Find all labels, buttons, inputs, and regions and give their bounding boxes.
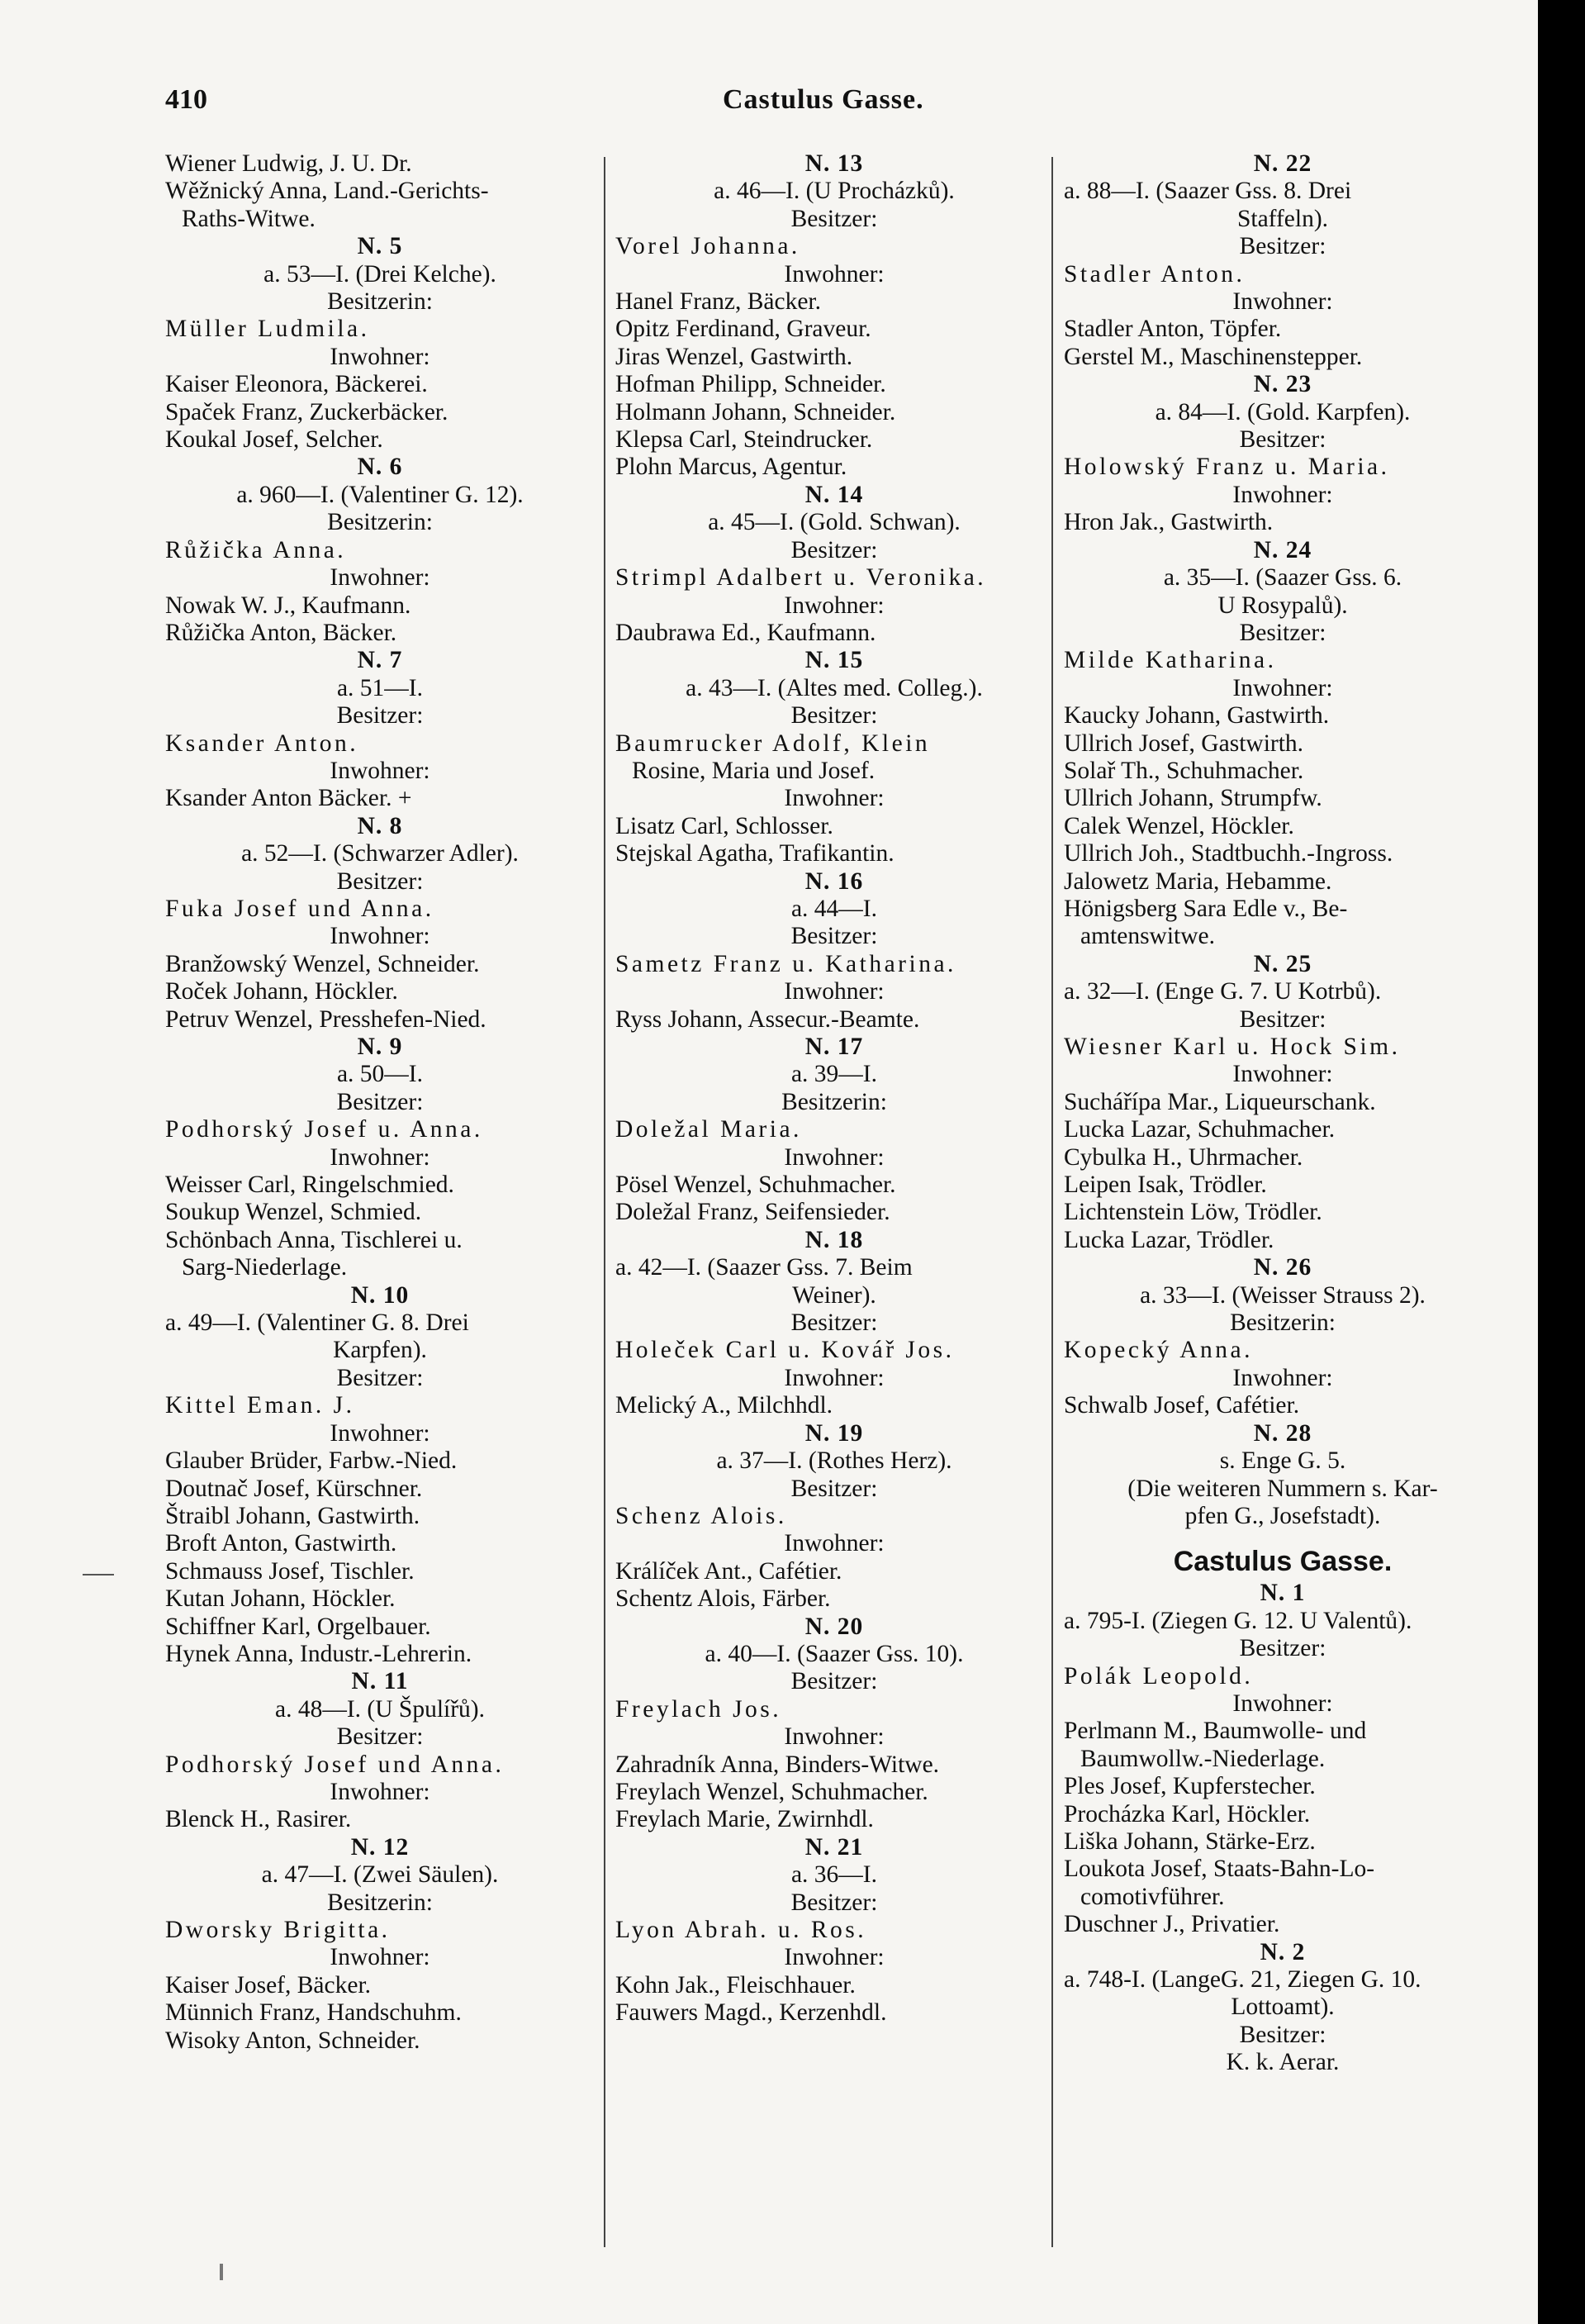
entry-line: Besitzer: xyxy=(790,923,878,950)
entry-line: a. 47—I. (Zwei Säulen). xyxy=(261,1861,499,1889)
entry-line: Besitzer: xyxy=(1239,233,1326,260)
entry-line: Cybulka H., Uhrmacher. xyxy=(1064,1143,1303,1171)
entry-line: a. 49—I. (Valentiner G. 8. Drei xyxy=(165,1309,469,1337)
entry-line: a. 35—I. (Saazer Gss. 6. xyxy=(1163,564,1402,592)
owner-name: Podhorský Josef und Anna. xyxy=(165,1751,505,1778)
owner-name: Kittel Eman. J. xyxy=(165,1392,355,1419)
entry-line: Ryss Johann, Assecur.-Beamte. xyxy=(615,1005,920,1033)
owner-name: Lyon Abrah. u. Ros. xyxy=(615,1917,867,1943)
entry-line: Daubrawa Ed., Kaufmann. xyxy=(615,619,876,646)
entry-line: Inwohner: xyxy=(330,1143,430,1171)
entry-line: a. 52—I. (Schwarzer Adler). xyxy=(241,840,519,867)
house-number-heading: N. 23 xyxy=(1253,371,1312,398)
house-number-heading: N. 18 xyxy=(804,1226,864,1253)
entry-line: Lucka Lazar, Schuhmacher. xyxy=(1064,1116,1336,1143)
entry-line: Solař Th., Schuhmacher. xyxy=(1064,757,1304,784)
entry-line: Inwohner: xyxy=(1232,481,1333,508)
entry-line: a. 53—I. (Drei Kelche). xyxy=(263,260,496,288)
owner-name: Doležal Maria. xyxy=(615,1116,802,1143)
entry-line: Schentz Alois, Färber. xyxy=(615,1585,831,1613)
entry-line: a. 50—I. xyxy=(336,1061,424,1088)
entry-line: Inwohner: xyxy=(784,1944,885,1971)
owner-name: Holeček Carl u. Kovář Jos. xyxy=(615,1337,955,1364)
entry-line: Besitzer: xyxy=(790,205,878,232)
owner-name: Holowský Franz u. Maria. xyxy=(1064,454,1390,481)
entry-line: Inwohner: xyxy=(784,785,885,812)
owner-name: Vorel Johanna. xyxy=(615,233,800,260)
entry-line: Lottoamt). xyxy=(1231,1994,1335,2021)
column-2 xyxy=(615,150,1053,2027)
owner-name: Kopecký Anna. xyxy=(1064,1337,1254,1364)
owner-name: Müller Ludmila. xyxy=(165,316,370,343)
entry-line: Soukup Wenzel, Schmied. xyxy=(165,1199,422,1226)
entry-line: Liška Johann, Stärke-Erz. xyxy=(1064,1827,1316,1855)
entry-line: Melický A., Milchhdl. xyxy=(615,1392,833,1419)
entry-line: Doležal Franz, Seifensieder. xyxy=(615,1199,890,1226)
entry-line: Inwohner: xyxy=(1232,288,1333,316)
house-number-heading: N. 8 xyxy=(357,812,403,839)
house-number-heading: N. 9 xyxy=(357,1034,403,1060)
entry-line: Inwohner: xyxy=(784,592,885,619)
entry-line: Inwohner: xyxy=(330,923,430,950)
house-number-heading: N. 24 xyxy=(1253,536,1312,563)
column-3 xyxy=(1064,150,1502,2077)
entry-line: Koukal Josef, Selcher. xyxy=(165,426,383,454)
entry-continuation: Sarg-Niederlage. xyxy=(182,1254,348,1281)
entry-line: Staffeln). xyxy=(1236,205,1329,232)
entry-line: Inwohner: xyxy=(1232,674,1333,701)
entry-line: Besitzerin: xyxy=(1230,1309,1336,1337)
entry-line: Stejskal Agatha, Trafikantin. xyxy=(615,840,895,867)
owner-name: Freylach Jos. xyxy=(615,1695,782,1723)
entry-line: Štraibl Johann, Gastwirth. xyxy=(165,1502,420,1529)
entry-line: Besitzer: xyxy=(1239,1635,1326,1662)
entry-line: Hynek Anna, Industr.-Lehrerin. xyxy=(165,1640,472,1667)
entry-line: Inwohner: xyxy=(330,1419,430,1447)
entry-line: Inwohner: xyxy=(330,564,430,592)
entry-line: Inwohner: xyxy=(784,1143,885,1171)
entry-line: Inwohner: xyxy=(784,1530,885,1557)
entry-line: a. 32—I. (Enge G. 7. U Kotrbů). xyxy=(1064,978,1382,1005)
page-number: 410 xyxy=(165,84,207,115)
entry-line: Ksander Anton Bäcker. + xyxy=(165,785,412,812)
page-title: Castulus Gasse. xyxy=(723,84,924,115)
owner-name: Milde Katharina. xyxy=(1064,647,1277,674)
owner-name: Wiesner Karl u. Hock Sim. xyxy=(1064,1034,1401,1060)
house-number-heading: N. 15 xyxy=(804,647,864,674)
margin-tick xyxy=(220,2264,223,2280)
entry-line: Duschner J., Privatier. xyxy=(1064,1911,1280,1938)
entry-line: Besitzerin: xyxy=(327,1889,433,1916)
entry-line: Jalowetz Maria, Hebamme. xyxy=(1064,867,1332,895)
entry-line: a. 44—I. xyxy=(790,895,878,922)
entry-line: Inwohner: xyxy=(784,978,885,1005)
entry-line: Besitzer: xyxy=(790,1309,878,1337)
entry-line: a. 39—I. xyxy=(790,1061,878,1088)
entry-continuation: Rosine, Maria und Josef. xyxy=(632,757,876,784)
entry-line: a. 960—I. (Valentiner G. 12). xyxy=(236,481,524,508)
entry-line: Gerstel M., Maschinenstepper. xyxy=(1064,343,1363,370)
entry-line: Schmauss Josef, Tischler. xyxy=(165,1557,415,1585)
entry-line: Wisoky Anton, Schneider. xyxy=(165,2027,420,2054)
entry-line: Kutan Johann, Höckler. xyxy=(165,1585,396,1613)
owner-name: Stadler Anton. xyxy=(1064,260,1246,288)
entry-line: Fauwers Magd., Kerzenhdl. xyxy=(615,1999,887,2027)
entry-line: Besitzerin: xyxy=(327,288,433,316)
entry-line: Besitzer: xyxy=(790,1889,878,1916)
owner-name: Strimpl Adalbert u. Veronika. xyxy=(615,564,987,592)
house-number-heading: N. 26 xyxy=(1253,1254,1312,1281)
entry-line: Ullrich Johann, Strumpfw. xyxy=(1064,785,1322,812)
entry-line: Besitzer: xyxy=(790,1668,878,1695)
entry-line: Ples Josef, Kupferstecher. xyxy=(1064,1773,1316,1800)
entry-line: Kaiser Josef, Bäcker. xyxy=(165,1971,372,1998)
entry-line: Králíček Ant., Cafétier. xyxy=(615,1557,842,1585)
entry-line: a. 42—I. (Saazer Gss. 7. Beim xyxy=(615,1254,913,1281)
entry-line: a. 51—I. xyxy=(336,674,424,701)
entry-line: Broft Anton, Gastwirth. xyxy=(165,1530,397,1557)
entry-line: a. 45—I. (Gold. Schwan). xyxy=(708,509,961,536)
entry-line: a. 40—I. (Saazer Gss. 10). xyxy=(705,1640,964,1667)
entry-line: Inwohner: xyxy=(784,260,885,288)
entry-line: Besitzerin: xyxy=(781,1088,887,1115)
entry-line: Besitzer: xyxy=(336,1088,424,1115)
entry-line: Zahradník Anna, Binders-Witwe. xyxy=(615,1751,940,1778)
entry-line: Besitzer: xyxy=(336,1723,424,1751)
entry-line: Besitzer: xyxy=(790,702,878,730)
entry-line: a. 46—I. (U Procházků). xyxy=(714,178,955,205)
street-heading: Castulus Gasse. xyxy=(1173,1546,1393,1578)
entry-line: (Die weiteren Nummern s. Kar- xyxy=(1127,1475,1438,1502)
margin-mark xyxy=(83,1574,114,1575)
entry-line: Procházka Karl, Höckler. xyxy=(1064,1800,1311,1827)
entry-line: Ullrich Josef, Gastwirth. xyxy=(1064,730,1304,757)
house-number-heading: N. 21 xyxy=(804,1833,864,1861)
entry-line: a. 48—I. (U Špulířů). xyxy=(275,1695,485,1723)
entry-line: Freylach Marie, Zwirnhdl. xyxy=(615,1806,874,1833)
house-number-heading: N. 14 xyxy=(804,481,864,508)
house-number-heading: N. 1 xyxy=(1260,1580,1306,1607)
entry-line: Inwohner: xyxy=(330,757,430,784)
column-rule xyxy=(1051,157,1053,2247)
entry-line: Schönbach Anna, Tischlerei u. xyxy=(165,1226,463,1253)
entry-line: Lichtenstein Löw, Trödler. xyxy=(1064,1199,1322,1226)
entry-line: Spaček Franz, Zuckerbäcker. xyxy=(165,398,448,425)
owner-name: Dworsky Brigitta. xyxy=(165,1917,391,1943)
house-number-heading: N. 13 xyxy=(804,150,864,177)
entry-line: Karpfen). xyxy=(333,1337,427,1364)
entry-line: Jiras Wenzel, Gastwirth. xyxy=(615,343,853,370)
entry-continuation: Baumwollw.-Niederlage. xyxy=(1080,1745,1326,1772)
entry-line: a. 795-I. (Ziegen G. 12. U Valentů). xyxy=(1064,1607,1412,1634)
house-number-heading: N. 12 xyxy=(350,1833,410,1861)
entry-line: Besitzer: xyxy=(1239,426,1326,454)
house-number-heading: N. 7 xyxy=(357,647,403,674)
entry-line: a. 36—I. xyxy=(790,1861,878,1889)
entry-line: Münnich Franz, Handschuhm. xyxy=(165,1999,462,2027)
house-number-heading: N. 11 xyxy=(351,1668,409,1695)
house-number-heading: N. 19 xyxy=(804,1419,864,1447)
entry-line: Kaiser Eleonora, Bäckerei. xyxy=(165,371,428,398)
entry-line: K. k. Aerar. xyxy=(1226,2049,1340,2076)
entry-line: Branžowský Wenzel, Schneider. xyxy=(165,950,480,977)
entry-line: Besitzer: xyxy=(336,702,424,730)
entry-line: Hönigsberg Sara Edle v., Be- xyxy=(1064,895,1348,922)
entry-line: Opitz Ferdinand, Graveur. xyxy=(615,316,871,343)
entry-continuation: Raths-Witwe. xyxy=(182,205,316,232)
entry-line: Lucka Lazar, Trödler. xyxy=(1064,1226,1274,1253)
entry-line: Perlmann M., Baumwolle- und xyxy=(1064,1718,1367,1745)
column-rule xyxy=(604,157,605,2247)
entry-line: Hanel Franz, Bäcker. xyxy=(615,288,822,316)
entry-line: a. 43—I. (Altes med. Colleg.). xyxy=(686,674,983,701)
entry-line: Inwohner: xyxy=(330,343,430,370)
house-number-heading: N. 6 xyxy=(357,454,403,481)
house-number-heading: N. 25 xyxy=(1253,950,1312,977)
entry-line: Inwohner: xyxy=(1232,1364,1333,1391)
entry-line: Glauber Brüder, Farbw.-Nied. xyxy=(165,1447,458,1475)
entry-line: Besitzer: xyxy=(336,867,424,895)
owner-name: Ksander Anton. xyxy=(165,730,359,757)
entry-line: U Rosypalů). xyxy=(1217,592,1348,619)
entry-line: a. 33—I. (Weisser Strauss 2). xyxy=(1140,1281,1426,1309)
entry-line: Inwohner: xyxy=(784,1723,885,1751)
entry-line: Růžička Anton, Bäcker. xyxy=(165,619,397,646)
entry-line: Petruv Wenzel, Presshefen-Nied. xyxy=(165,1005,486,1033)
entry-line: Holmann Johann, Schneider. xyxy=(615,398,896,425)
entry-line: Hron Jak., Gastwirth. xyxy=(1064,509,1274,536)
entry-line: Besitzerin: xyxy=(327,509,433,536)
entry-line: a. 88—I. (Saazer Gss. 8. Drei xyxy=(1064,178,1352,205)
entry-line: Klepsa Carl, Steindrucker. xyxy=(615,426,873,454)
entry-line: Besitzer: xyxy=(1239,1005,1326,1033)
entry-line: Lisatz Carl, Schlosser. xyxy=(615,812,833,839)
owner-name: Podhorský Josef u. Anna. xyxy=(165,1116,483,1143)
entry-continuation: comotivführer. xyxy=(1080,1883,1225,1910)
entry-line: Wěžnický Anna, Land.-Gerichts- xyxy=(165,178,489,205)
entry-line: Nowak W. J., Kaufmann. xyxy=(165,592,411,619)
entry-line: Hofman Philipp, Schneider. xyxy=(615,371,886,398)
house-number-heading: N. 5 xyxy=(357,233,403,260)
entry-line: Schiffner Karl, Orgelbauer. xyxy=(165,1613,431,1640)
owner-name: Polák Leopold. xyxy=(1064,1662,1254,1690)
owner-name: Růžička Anna. xyxy=(165,536,347,563)
entry-line: Kohn Jak., Fleischhauer. xyxy=(615,1971,856,1998)
entry-line: Inwohner: xyxy=(330,1778,430,1805)
entry-line: Loukota Josef, Staats-Bahn-Lo- xyxy=(1064,1856,1375,1883)
entry-line: Besitzer: xyxy=(336,1364,424,1391)
entry-line: Besitzer: xyxy=(1239,619,1326,646)
entry-line: Leipen Isak, Trödler. xyxy=(1064,1172,1267,1199)
entry-line: Ullrich Joh., Stadtbuchh.-Ingross. xyxy=(1064,840,1393,867)
running-head xyxy=(165,84,1503,126)
entry-line: Besitzer: xyxy=(790,1475,878,1502)
entry-line: pfen G., Josefstadt). xyxy=(1184,1502,1381,1529)
entry-line: Inwohner: xyxy=(1232,1061,1333,1088)
house-number-heading: N. 2 xyxy=(1260,1938,1306,1965)
entry-line: Roček Johann, Höckler. xyxy=(165,978,398,1005)
house-number-heading: N. 16 xyxy=(804,867,864,895)
entry-line: Freylach Wenzel, Schuhmacher. xyxy=(615,1778,928,1805)
entry-line: Pösel Wenzel, Schuhmacher. xyxy=(615,1172,896,1199)
house-number-heading: N. 28 xyxy=(1253,1419,1312,1447)
entry-continuation: amtenswitwe. xyxy=(1080,923,1216,950)
house-number-heading: N. 22 xyxy=(1253,150,1312,177)
column-1 xyxy=(165,150,595,2055)
entry-line: Wiener Ludwig, J. U. Dr. xyxy=(165,150,412,177)
entry-line: Inwohner: xyxy=(784,1364,885,1391)
house-number-heading: N. 17 xyxy=(804,1034,864,1060)
owner-name: Baumrucker Adolf, Klein xyxy=(615,730,931,757)
owner-name: Schenz Alois. xyxy=(615,1502,787,1529)
entry-line: Calek Wenzel, Höckler. xyxy=(1064,812,1294,839)
owner-name: Sametz Franz u. Katharina. xyxy=(615,950,956,977)
entry-line: Besitzer: xyxy=(790,536,878,563)
entry-line: Weisser Carl, Ringelschmied. xyxy=(165,1172,454,1199)
entry-line: a. 84—I. (Gold. Karpfen). xyxy=(1155,398,1411,425)
entry-line: a. 37—I. (Rothes Herz). xyxy=(716,1447,952,1475)
entry-line: Suchářípa Mar., Liqueurschank. xyxy=(1064,1088,1376,1115)
entry-line: Besitzer: xyxy=(1239,2021,1326,2048)
house-number-heading: N. 20 xyxy=(804,1613,864,1640)
entry-line: Inwohner: xyxy=(1232,1690,1333,1717)
entry-line: Stadler Anton, Töpfer. xyxy=(1064,316,1282,343)
entry-line: Doutnač Josef, Kürschner. xyxy=(165,1475,423,1502)
house-number-heading: N. 10 xyxy=(350,1281,410,1309)
entry-line: Kaucky Johann, Gastwirth. xyxy=(1064,702,1330,730)
entry-line: Plohn Marcus, Agentur. xyxy=(615,454,847,481)
entry-line: s. Enge G. 5. xyxy=(1219,1447,1346,1475)
entry-line: Weiner). xyxy=(792,1281,876,1309)
entry-line: Inwohner: xyxy=(330,1944,430,1971)
entry-line: Blenck H., Rasirer. xyxy=(165,1806,352,1833)
entry-line: a. 748-I. (LangeG. 21, Ziegen G. 10. xyxy=(1064,1966,1421,1993)
entry-line: Schwalb Josef, Cafétier. xyxy=(1064,1392,1300,1419)
owner-name: Fuka Josef und Anna. xyxy=(165,895,434,922)
